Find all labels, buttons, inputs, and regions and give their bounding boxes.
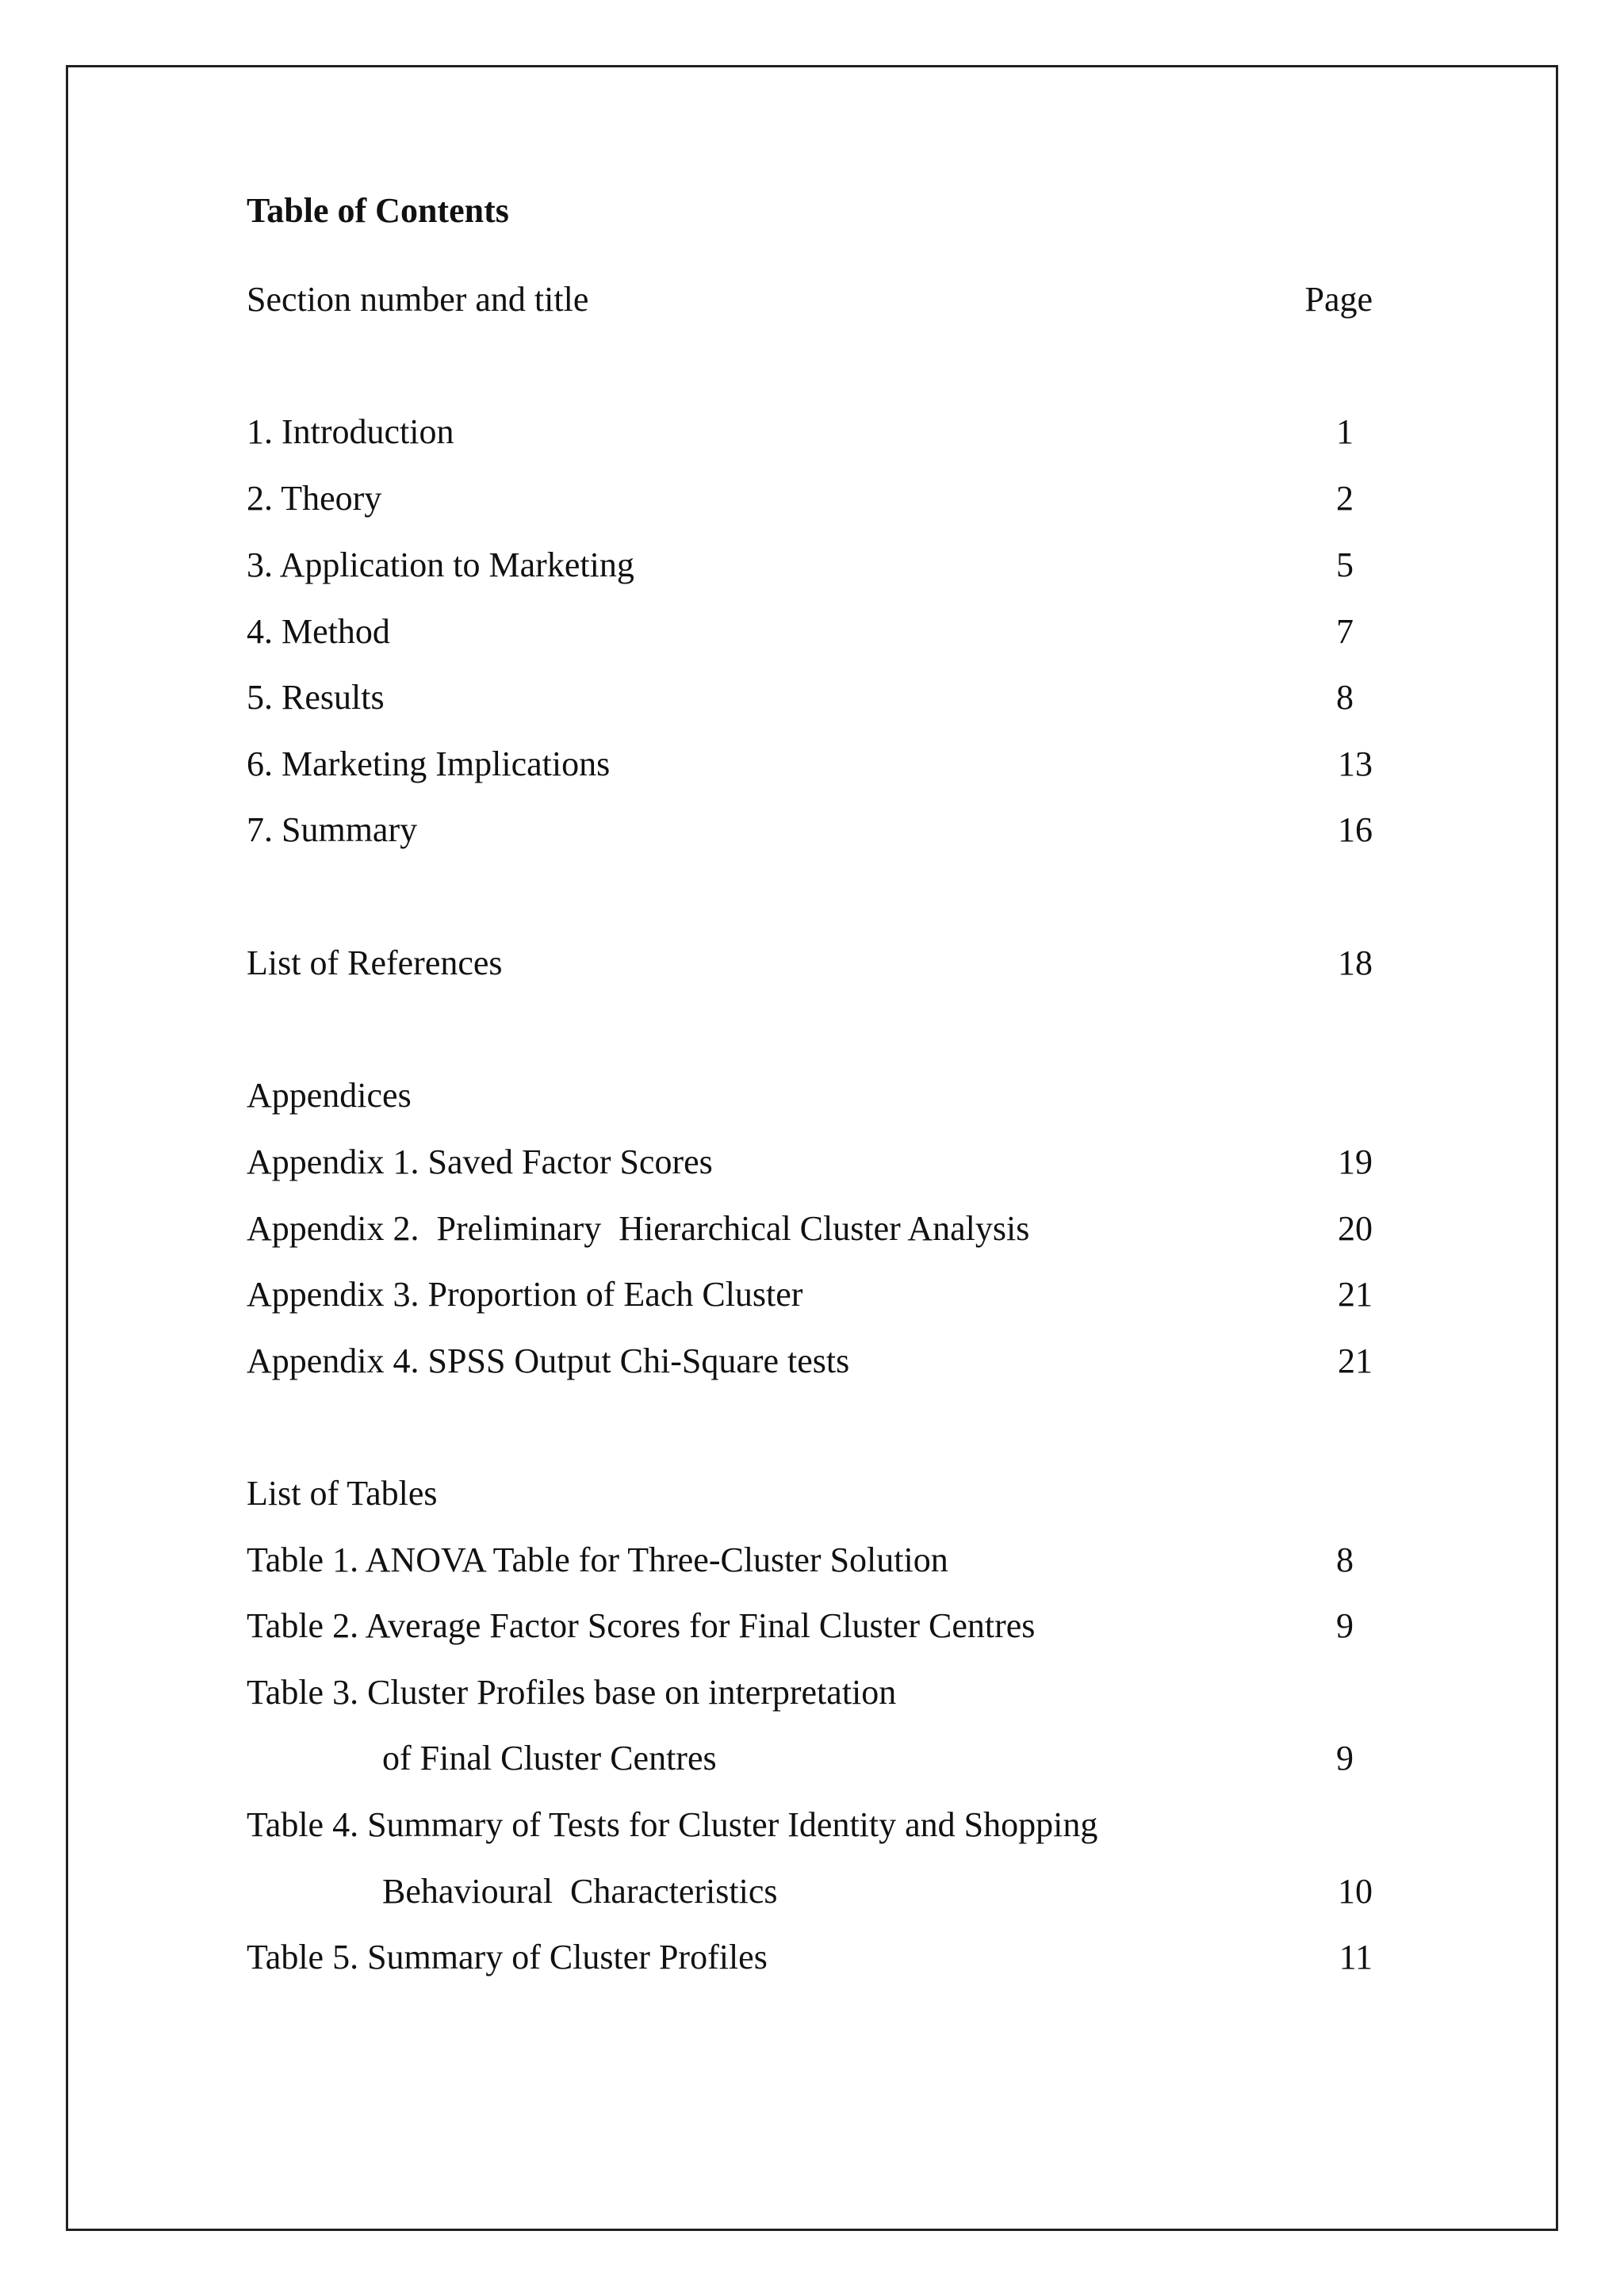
entry-page: 18 [1338, 943, 1373, 982]
toc-entry-table-1[interactable] [247, 1536, 1373, 1584]
toc-entry-application[interactable] [247, 541, 1373, 589]
toc-entry-marketing-implications[interactable] [247, 740, 1373, 788]
entry-label: Table 3. Cluster Profiles base on interpretation [247, 1673, 897, 1712]
entry-page: 10 [1338, 1872, 1373, 1911]
toc-entry-appendix-3[interactable] [247, 1271, 1373, 1318]
entry-label: 5. Results [247, 678, 385, 717]
entry-label: Table 2. Average Factor Scores for Final Cluster Centres [247, 1606, 1036, 1645]
toc-entry-table-3-continuation[interactable] [247, 1735, 1373, 1782]
entry-page: 7 [1336, 612, 1354, 651]
header-page-label: Page [1304, 280, 1373, 319]
entry-label: Appendix 3. Proportion of Each Cluster [247, 1275, 803, 1314]
section-heading: List of Tables [247, 1474, 438, 1513]
entry-label-continuation: Behavioural Characteristics [382, 1872, 778, 1911]
entry-label: Table 1. ANOVA Table for Three-Cluster Solution [247, 1540, 948, 1579]
toc-entry-table-4[interactable] [247, 1801, 1373, 1849]
appendices-heading [247, 1072, 1373, 1119]
entry-label: 6. Marketing Implications [247, 744, 611, 783]
toc-entry-table-4-continuation[interactable] [247, 1868, 1373, 1915]
entry-label-continuation: of Final Cluster Centres [382, 1739, 717, 1777]
entry-label: List of References [247, 943, 503, 982]
toc-entry-table-3[interactable] [247, 1669, 1373, 1716]
entry-label: Appendix 1. Saved Factor Scores [247, 1142, 713, 1181]
entry-page: 20 [1338, 1209, 1373, 1248]
toc-entry-results[interactable] [247, 674, 1373, 721]
entry-label: 2. Theory [247, 479, 382, 518]
entry-page: 19 [1338, 1142, 1373, 1181]
entry-page: 5 [1336, 545, 1354, 584]
entry-label: Appendix 2. Preliminary Hierarchical Cluster Analysis [247, 1209, 1030, 1248]
toc-entry-appendix-2[interactable] [247, 1205, 1373, 1253]
entry-label: Appendix 4. SPSS Output Chi-Square tests [247, 1341, 850, 1380]
entry-label: 1. Introduction [247, 412, 454, 451]
entry-label: Table 5. Summary of Cluster Profiles [247, 1938, 768, 1976]
entry-page: 9 [1336, 1739, 1354, 1777]
toc-entry-table-2[interactable] [247, 1602, 1373, 1650]
entry-page: 8 [1336, 1540, 1354, 1579]
toc-entry-appendix-1[interactable] [247, 1138, 1373, 1186]
entry-label: 7. Summary [247, 810, 418, 849]
entry-label: 3. Application to Marketing [247, 545, 634, 584]
tables-heading [247, 1470, 1373, 1517]
toc-entry-method[interactable] [247, 608, 1373, 656]
entry-page: 8 [1336, 678, 1354, 717]
toc-title: Table of Contents [247, 191, 509, 230]
entry-page: 21 [1338, 1275, 1373, 1314]
toc-entry-references[interactable] [247, 939, 1373, 987]
entry-page: 21 [1338, 1341, 1373, 1380]
entry-page: 16 [1338, 810, 1373, 849]
toc-entry-table-5[interactable] [247, 1934, 1373, 1981]
entry-page: 11 [1339, 1938, 1373, 1976]
entry-page: 1 [1336, 412, 1354, 451]
toc-entry-summary[interactable] [247, 806, 1373, 854]
toc-entry-appendix-4[interactable] [247, 1337, 1373, 1385]
toc-entry-theory[interactable] [247, 475, 1373, 522]
toc-header-row [247, 276, 1373, 323]
header-section-label: Section number and title [247, 280, 589, 319]
toc-entry-introduction[interactable] [247, 408, 1373, 456]
entry-label: 4. Method [247, 612, 390, 651]
entry-page: 2 [1336, 479, 1354, 518]
entry-page: 13 [1338, 744, 1373, 783]
entry-page: 9 [1336, 1606, 1354, 1645]
section-heading: Appendices [247, 1076, 412, 1115]
entry-label: Table 4. Summary of Tests for Cluster Identity and Shopping [247, 1805, 1098, 1844]
